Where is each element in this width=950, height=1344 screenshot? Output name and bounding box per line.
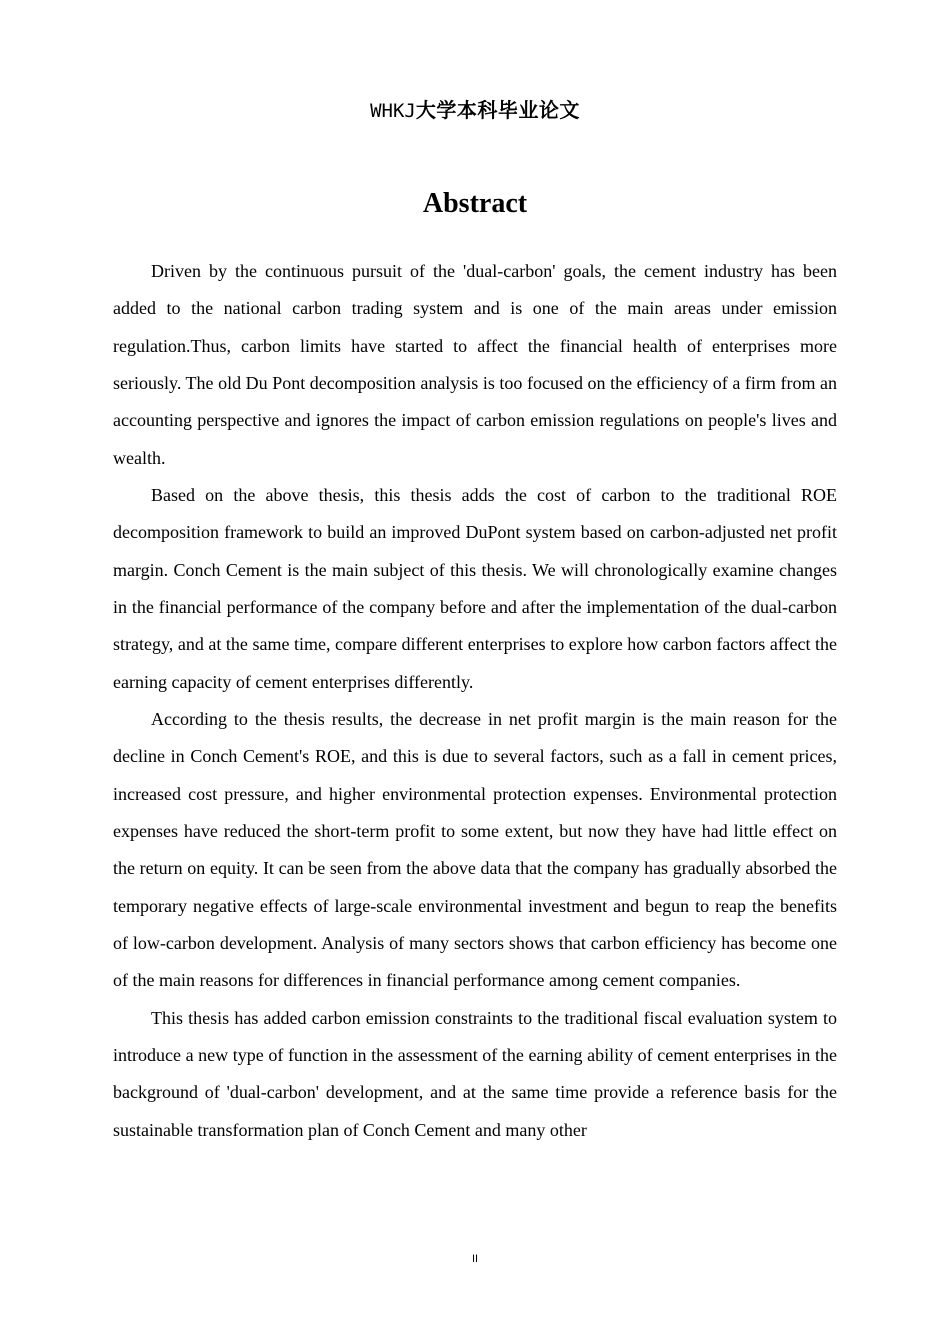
abstract-paragraph-4: This thesis has added carbon emission constraints to the traditional fiscal evaluation system to introduce a new type of function in the assessment of the earning ability of cement enterprises in the background of 'dual-carbon' development, and at the same time provide a reference basis for the sustainable transformation plan of Conch Cement and many other xyxy=(113,1007,837,1140)
page-number: II xyxy=(471,1253,479,1265)
abstract-paragraph-2: Based on the above thesis, this thesis adds the cost of carbon to the traditional ROE decomposition framework to build an improved DuPont system based on carbon-adjusted net profit margin. Conch Cement is the main subject of this thesis. We will chronologically examine changes in the financial performance of the company before and after the implementation of the dual-carbon strategy, and at the same time, compare different enterprises to explore how carbon factors affect the earning capacity of cement enterprises differently. xyxy=(113,484,837,692)
abstract-title: Abstract xyxy=(422,188,528,219)
abstract-paragraph-1: Driven by the continuous pursuit of the 'dual-carbon' goals, the cement industry has been added to the national carbon trading system and is one of the main areas under emission regulation.Thus, carbon limits have started to affect the financial health of enterprises more seriously. The old Du Pont decomposition analysis is too focused on the efficiency of a firm from an accounting perspective and ignores the impact of carbon emission regulations on people's lives and wealth. xyxy=(113,261,837,468)
running-header xyxy=(0,96,950,125)
abstract-body xyxy=(113,253,837,1149)
abstract-paragraph-3: According to the thesis results, the decrease in net profit margin is the main reason for the decline in Conch Cement's ROE, and this is due to several factors, such as a fall in cement prices, increased cost pressure, and higher environmental protection expenses. Environmental protection expenses have reduced the short-term profit to some extent, but now they have had little effect on the return on equity. It can be seen from the above data that the company has gradually absorbed the temporary negative effects of large-scale environmental investment and begun to reap the benefits of low-carbon development. Analysis of many sectors shows that carbon efficiency has become one of the main reasons for differences in financial performance among cement companies. xyxy=(113,708,837,991)
header-university-code: WHKJ xyxy=(370,100,416,122)
header-thesis-label: 大学本科毕业论文 xyxy=(415,98,580,122)
